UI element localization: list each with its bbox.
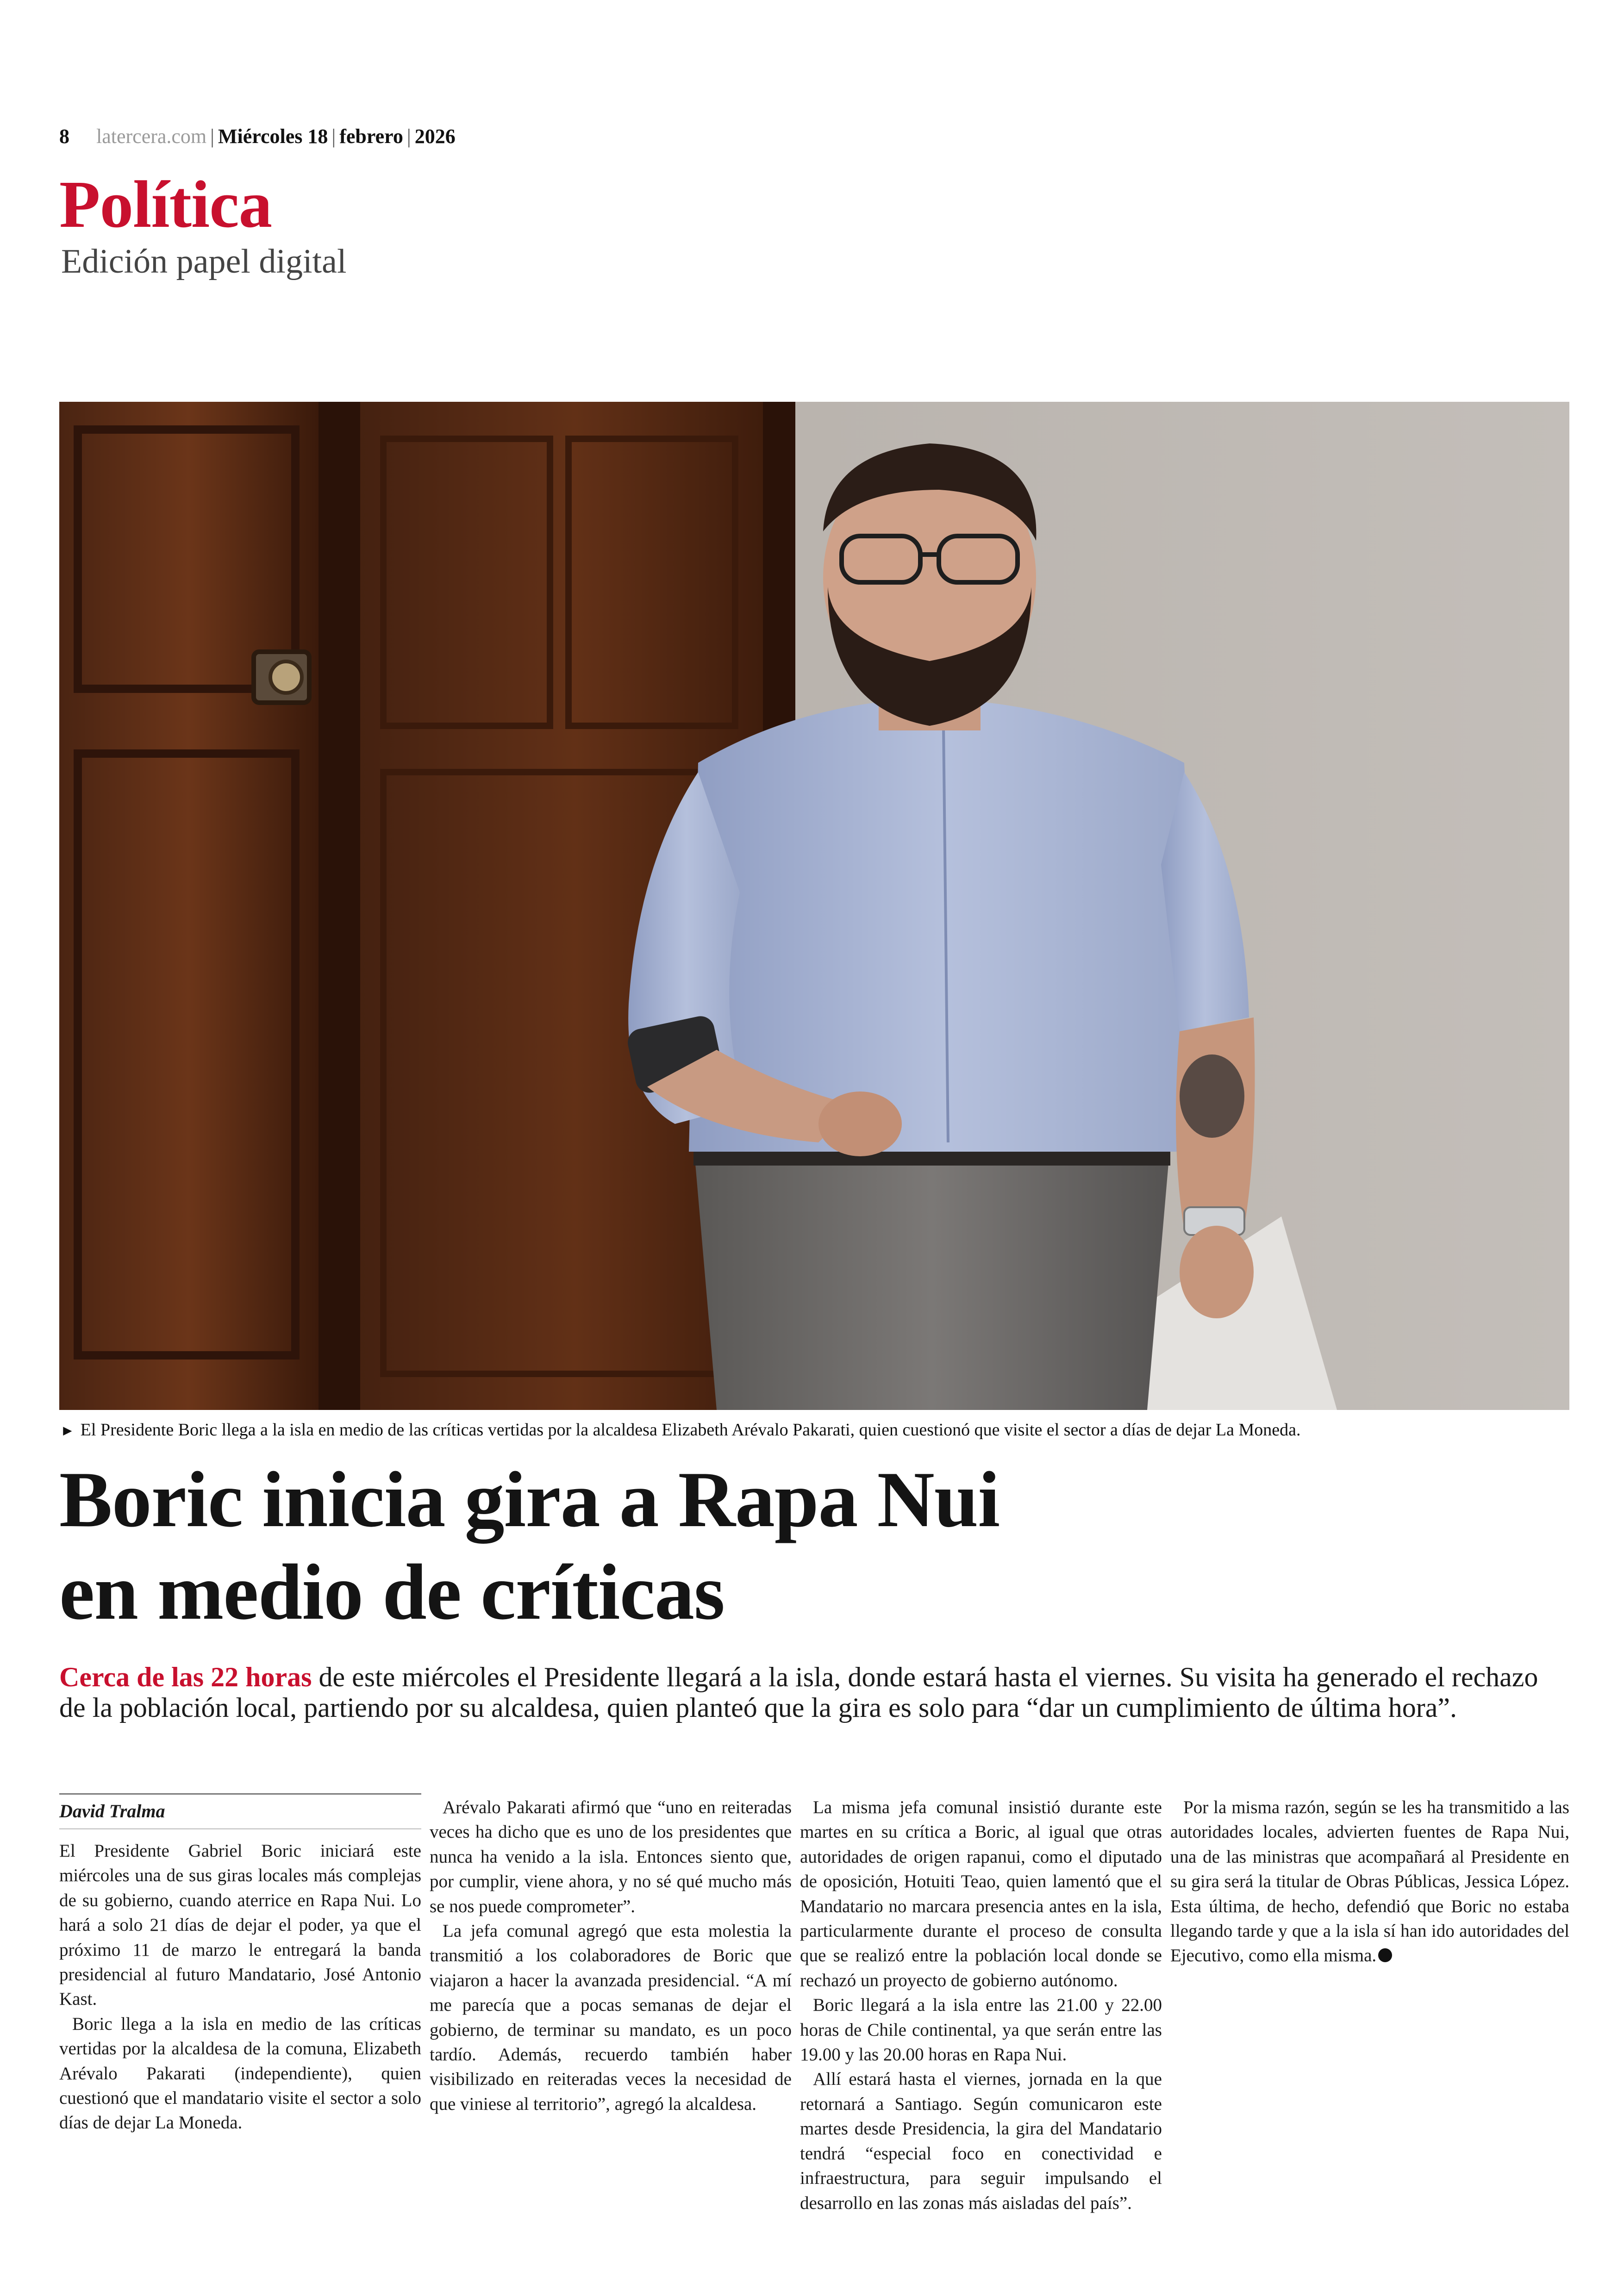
lead-text: de este miércoles el Presidente llegará a la isla, donde estará hasta el viernes. Su visita ha generado el rechazo de la población local, partiendo por su alcaldesa, quien planteó que la gira es solo para “dar un cumplimiento de última hora”. xyxy=(59,1662,1538,1723)
headline-line-1: Boric inicia gira a Rapa Nui xyxy=(59,1456,1000,1544)
caption-text: El Presidente Boric llega a la isla en medio de las críticas vertidas por la alcaldesa Elizabeth Arévalo Pakarati, quien cuestionó que visite el sector a días de dejar La Moneda. xyxy=(80,1420,1301,1440)
date-month: febrero xyxy=(339,125,403,148)
headline-line-2: en medio de críticas xyxy=(59,1548,725,1636)
photo-caption xyxy=(60,1418,1569,1442)
article-paragraph: Allí estará hasta el viernes, jornada en la que retornará a Santiago. Según comunicaron este martes desde Presidencia, la gira del Mandatario tendrá “especial foco en conectividad e infraestructura, para seguir impulsando el desarrollo en las zonas más aisladas del país”. xyxy=(800,2069,1162,2213)
article-paragraph: Arévalo Pakarati afirmó que “uno en reiteradas veces ha dicho que es uno de los presidentes que nunca ha venido a la isla. Entonces siento que, por cumplir, viene ahora, y no sé qué mucho más se nos puede comprometer”. xyxy=(430,1797,792,1916)
article-paragraph: Por la misma razón, según se les ha transmitido a las autoridades locales, advierten fuentes de Rapa Nui, una de las ministras que acompañará al Presidente en su gira será la titular de Obras Públicas, Jessica López. Esta última, de hecho, defendió que Boric no estaba llegando tarde y que a la isla sí han ido autoridades del Ejecutivo, como ella misma. xyxy=(1170,1797,1569,1966)
article-column-2 xyxy=(430,1795,792,2116)
byline-divider xyxy=(59,1828,421,1829)
article-paragraph: El Presidente Gabriel Boric iniciará este miércoles una de sus giras locales más complejas de su gobierno, cuando aterrice en Rapa Nui. Lo hará a solo 21 días de dejar el poder, ya que el próximo 11 de marzo le entregará la banda presidencial al futuro Mandatario, José Antonio Kast. xyxy=(59,1841,421,2009)
article-column-4 xyxy=(1170,1795,1569,1968)
date-day: Miércoles 18 xyxy=(218,125,328,148)
site-name[interactable]: latercera.com xyxy=(96,125,207,148)
article-lead xyxy=(59,1662,1564,1723)
article-paragraph: Boric llega a la isla en medio de las críticas vertidas por la alcaldesa de la comuna, Elizabeth Arévalo Pakarati (independiente), quien cuestionó que el mandatario visite el sector a solo días de dejar La Moneda. xyxy=(59,2014,421,2133)
byline: David Tralma xyxy=(59,1801,165,1821)
article-column-1 xyxy=(59,1839,421,2135)
page-number: 8 xyxy=(59,125,69,148)
page-header: 8 latercera.com | Miércoles 18 | febrero | 2026 xyxy=(59,125,456,148)
article-column-3 xyxy=(800,1795,1162,2215)
article-paragraph: La misma jefa comunal insistió durante este martes en su crítica a Boric, al igual que otras autoridades de origen rapanui, como el diputado de oposición, Hotuiti Teao, quien lamentó que el Mandatario no marcara presencia antes en la isla, particularmente durante el proceso de consulta que se realizó entre la población local donde se rechazó un proyecto de gobierno autónomo. xyxy=(800,1797,1162,1990)
article-photo xyxy=(59,402,1569,1410)
lead-highlight: Cerca de las 22 horas xyxy=(59,1662,312,1692)
article-paragraph: La jefa comunal agregó que esta molestia la transmitió a los colaboradores de Boric que viajaron a hacer la avanzada presidencial. “A mí me parecía que a pocas semanas de dejar el gobierno, de terminar su mandato, es un poco tardío. Además, recuerdo también haber visibilizado en reiteradas veces la necesidad de que viniese al territorio”, agregó la alcaldesa. xyxy=(430,1921,792,2114)
section-subtitle: Edición papel digital xyxy=(61,243,347,281)
photo-president-doorway-icon xyxy=(59,402,1569,1410)
byline-rule xyxy=(59,1793,421,1795)
end-mark-icon xyxy=(1378,1948,1392,1962)
date-year: 2026 xyxy=(414,125,456,148)
section-title: Política xyxy=(59,168,272,242)
caption-marker-icon: ► xyxy=(60,1422,75,1439)
article-headline xyxy=(59,1453,1568,1639)
article-paragraph: Boric llegará a la isla entre las 21.00 y 22.00 horas de Chile continental, ya que serán entre las 19.00 y las 20.00 horas en Rapa Nui. xyxy=(800,1995,1162,2065)
